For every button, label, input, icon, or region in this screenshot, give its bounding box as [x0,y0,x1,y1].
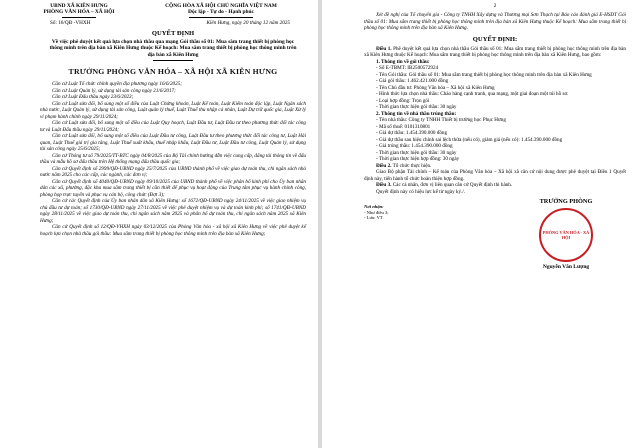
legal-basis-item: Căn cứ Luật sửa đổi, bổ sung một số điều của Luật Quy hoạch, Luật Đầu tư, Luật Đầu tư theo phương thức đối tác công tư và Luật Đấu thầu ngày 29/11/2024; [40,120,306,133]
detail-item: - Hình thức lựa chọn nhà thầu: Chào hàng cạnh tranh, qua mạng, một giai đoạn một túi hồ sơ. [376,91,569,97]
national-motto [136,3,306,18]
document-page-2 [322,0,640,448]
stamp-text: PHÒNG VĂN HÓA - XÃ HỘI [542,230,590,240]
document-footer [364,198,626,270]
decision-heading: QUYẾT ĐỊNH: [472,35,518,43]
article-label: Điều 1. [376,45,392,52]
issuing-agency [40,3,118,18]
section-heading: 1. Thông tin về gói thầu: [376,58,430,65]
article-text: Tổ chức thực hiện. [392,162,432,169]
detail-item: - Thời gian thực hiện gói thầu: 30 ngày [376,104,457,110]
legal-basis-item: Căn cứ các Quyết định của Ủy ban nhân dân xã Kiên Hưng: số 1672/QĐ-UBND ngày 24/11/2025 về việc giao nhiệm vụ chủ đầu tư dự toán; số 1730/QĐ-UBND ngày 27/11/2025 về việc phê duyệt nhiệm vụ và dự toán kinh phí; số 1741/QĐ-UBND ngày 28/11/2025 về việc giao dự toán thu, chi ngân sách năm 2025 và phân bổ dự toán thu, chi ngân sách năm 2025 xã Kiên Hưng; [40,198,306,224]
detail-item: - Mã số thuế: 0101310801 [376,123,431,130]
legal-basis-item: Căn cứ Luật Đấu thầu ngày 23/6/2023; [52,94,134,101]
detail-item: - Số E-TBMT: IB2500572924 [376,65,439,71]
section-heading: 2. Thông tin về nhà thầu trúng thầu: [376,110,457,117]
detail-item: - Giá dự thầu: 1.454.390.000 đồng [376,130,448,136]
article-text: Phê duyệt kết quả lựa chọn nhà thầu Gói thầu số 01: Mua sắm trang thiết bị phòng học thông minh trên địa bàn xã Kiên Hưng thuộc Kế hoạch: Mua sắm trang thiết bị phòng học thông minh trên địa bàn xã Kiên Hưng, bao gồm: [364,45,626,58]
legal-basis-item: Căn cứ Quyết định số 12/QĐ-VHXH ngày 03/12/2025 của Phòng Văn hóa - xã hội xã Kiên Hưng về việc phê duyệt kế hoạch lựa chọn nhà thầu gói thầu: Mua sắm trang thiết bị phòng học thông minh trên địa bàn xã Kiên Hưng; [40,224,306,237]
decision-subject: Về việc phê duyệt kết quả lựa chọn nhà thầu qua mạng Gói thầu số 01: Mua sắm trang thiết bị phòng học thông minh trên địa bàn xã Kiên Hưng thuộc Kế hoạch: Mua sắm trang thiết bị phòng học thông minh trên địa bàn xã Kiên Hưng [49,38,297,58]
detail-item: - Giá gói thầu: 1.462.421.000 đồng [376,78,449,84]
intro-paragraph: Xét đề nghị của Tổ chuyên gia - Công ty TNHH Xây dựng và Thương mại Sơn Thạch tại Báo cáo đánh giá E-HSDT Gói thầu số 01: Mua sắm trang thiết bị phòng học thông minh trên địa bàn xã Kiên Hưng thuộc Kế hoạch: Mua sắm trang thiết bị phòng học thông minh trên địa bàn xã Kiên Hưng. [364,12,626,31]
issuing-authority: TRƯỞNG PHÒNG VĂN HÓA – XÃ HỘI XÃ KIÊN HƯNG [68,67,278,77]
recipient-item: - Lưu: VT. [364,215,384,221]
recipients [364,204,389,270]
official-stamp [539,208,593,262]
article-label: Điều 3. [376,182,392,188]
legal-basis-list [40,81,306,237]
signer-role: TRƯỞNG PHÒNG [539,198,593,205]
recipients-heading: Nơi nhận: [364,204,384,209]
article-label: Điều 2. [376,162,392,169]
legal-basis-item: Căn cứ Luật Tổ chức chính quyền địa phương ngày 16/6/2025; [52,81,182,88]
agency-parent: UBND XÃ KIÊN HƯNG [50,3,108,9]
subject-underline [153,60,193,61]
page-number: 2 [493,3,497,9]
detail-item: - Tên Chủ đầu tư: Phòng Văn hóa – Xã hội xã Kiên Hưng [376,84,495,91]
article-body: Giao Bộ phận Tài chính – Kế toán của Phòng Văn hóa – Xã hội xã căn cứ nội dung được phê duyệt tại Điều 1 Quyết định này, tiến hành tổ chức hoàn thiện hợp đồng. [364,169,626,182]
legal-basis-item: Căn cứ Quyết định số 4040/QĐ-UBND ngày 09/10/2025 của UBND thành phố về việc phân bổ kinh phí cho Ủy ban nhân dân các xã, phường, đặc khu mua sắm trang thiết bị cần thiết để phục vụ hoạt động của Trung tâm phục vụ hành chính công, phòng họp trực tuyến và phục vụ cán bộ, công chức (Đợt 3); [40,178,306,198]
document-date: Kiên Hưng, ngày 20 tháng 12 năm 2025 [206,19,290,26]
detail-item: - Giá trúng thầu: 1.454.390.000 đồng [376,143,453,149]
article-1 [364,46,626,59]
motto-underline [189,17,253,18]
document-header [40,3,306,18]
detail-item: - Tên Gói thầu: Gói thầu số 01: Mua sắm trang thiết bị phòng học thông minh trên địa bàn xã Kiên Hưng [376,71,592,78]
article-body: Quyết định này có hiệu lực kể từ ngày ký./. [376,188,466,195]
document-number: Số: 16/QĐ -VHXH [50,19,91,26]
document-page-1 [0,0,318,448]
recipient-item: - Như điều 3; [364,209,389,215]
article-text: Các cá nhân, đơn vị liên quan căn cứ Quyết định thi hành. [392,182,513,188]
country-name: CỘNG HÒA XÃ HỘI CHỦ NGHĨA VIỆT NAM [165,3,277,9]
signer-name: Nguyễn Văn Lượng [542,264,590,270]
signature-block [506,198,626,270]
detail-item: - Loại hợp đồng: Trọn gói [376,97,430,104]
legal-basis-item: Căn cứ Luật sửa đổi, bổ sung một số điều của Luật Chứng khoán, Luật Kế toán, Luật Kiểm toán độc lập, Luật Ngân sách nhà nước, Luật Quản lý, sử dụng tài sản công, Luật quản lý thuế, Luật Thuế thu nhập cá nhân, Luật Dự trữ quốc gia, Luật Xử lý vi phạm hành chính ngày 29/11/2024; [40,100,306,120]
number-date-line [40,20,306,26]
legal-basis-item: Căn cứ Luật sửa đổi, bổ sung một số điều của Luật Đầu tư công, Luật Đầu tư theo phương thức đối tác công tư, Luật Hải quan, Luật Thuế giá trị gia tăng, Luật Thuế xuất khẩu, thuế nhập khẩu, Luật Đầu tư, Luật Đầu tư công, Luật Quản lý, sử dụng tài sản công ngày 25/6/2025; [40,133,306,153]
decision-title: QUYẾT ĐỊNH [151,29,195,37]
motto: Độc lập - Tự do - Hạnh phúc [188,9,254,16]
agency-name: PHÒNG VĂN HÓA – XÃ HỘI [43,9,115,16]
detail-item: - Giá dự thầu sau hiệu chỉnh sai lệch thừa (nếu có), giảm giá (nếu có): 1.454.390.000 đồng [376,136,563,143]
detail-item: - Thời gian thực hiện hợp đồng: 30 ngày [376,156,460,162]
legal-basis-item: Căn cứ Luật Quản lý, sử dụng tài sản công ngày 21/6/2017; [52,87,176,94]
legal-basis-item: Căn cứ Quyết định số 2999/QĐ-UBND ngày 25/7/2025 của UBND thành phố về việc giao dự toán thu, chi ngân sách nhà nước năm 2025 cho các cấp, các ngành, các đơn vị; [40,165,306,179]
legal-basis-item: Căn cứ Thông tư số 79/2025/TT-BTC ngày 04/8/2025 của Bộ Tài chính hướng dẫn việc cung cấp, đăng tải thông tin về đấu thầu và mẫu hồ sơ đấu thầu trên Hệ thống mạng đấu thầu quốc gia; [40,152,306,166]
agency-underline [62,17,96,18]
detail-item: - Thời gian thực hiện gói thầu: 30 ngày [376,149,457,156]
detail-item: - Tên nhà thầu: Công ty TNHH Thiết bị trường học Phục Hưng [376,117,506,123]
